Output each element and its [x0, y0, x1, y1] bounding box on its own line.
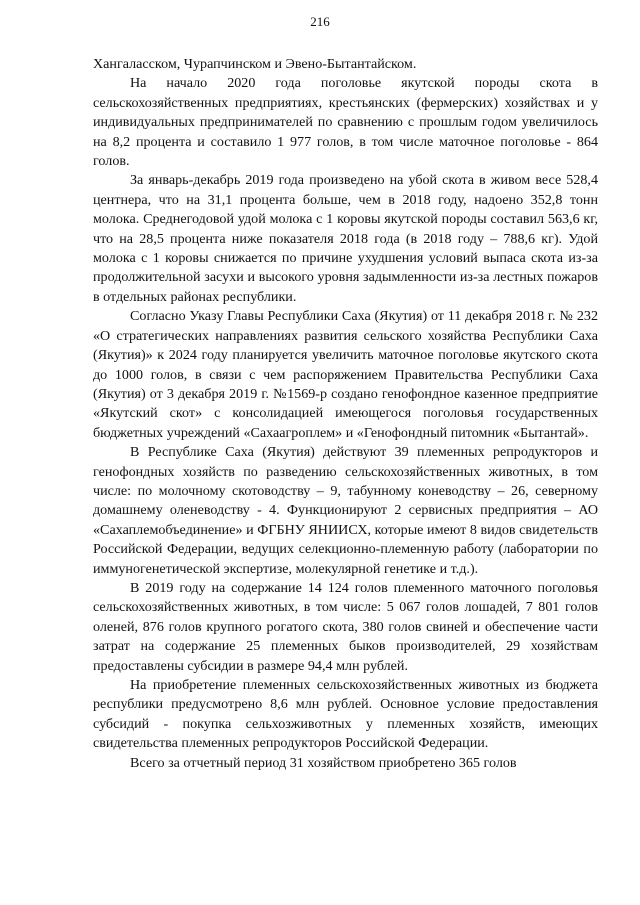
paragraph: В 2019 году на содержание 14 124 голов племенного маточного поголовья сельскохозяйственных животных, в том числе: 5 067 голов лошадей, 7 801 голов оленей, 876 голов крупного рогатого скота, 380 голов свиней и обеспечение части затрат на содержание 25 племенных быков производителей, 29 хозяйствам предоставлены субсидии в размере 94,4 млн рублей. [93, 579, 598, 674]
paragraph: На приобретение племенных сельскохозяйственных животных из бюджета республики предусмотрено 8,6 млн рублей. Основное условие предоставления субсидий - покупка сельхозживотных у племенных хозяйств, имеющих свидетельства племенных репродукторов Российской Федерации. [93, 677, 598, 752]
paragraph: Всего за отчетный период 31 хозяйством приобретено 365 голов [130, 754, 517, 771]
paragraph: Согласно Указу Главы Республики Саха (Якутия) от 11 декабря 2018 г. № 232 «О стратегических направлениях развития сельского хозяйства Республики Саха (Якутия)» к 2024 году планируется увеличить маточное поголовье якутского скота до 1000 голов, в связи с чем распоряжением Правительства Республики Саха (Якутия) от 3 декабря 2019 г. №1569-р создано генофондное казенное предприятие «Якутский скот» с консолидацией имеющегося поголовья государственных бюджетных учреждений «Сахаагроплем» и «Генофондный питомник «Бытантай». [93, 308, 598, 441]
page-number: 216 [310, 14, 330, 29]
paragraph: Хангаласском, Чурапчинском и Эвено-Бытантайском. [93, 56, 417, 72]
paragraph: На начало 2020 года поголовье якутской породы скота в сельскохозяйственных предприятиях, крестьянских (фермерских) хозяйствах и у индивидуальных предпринимателей по сравнению с прошлым годом увеличилось на 8,2 процента и составило 1 977 голов, в том числе маточное поголовье - 864 голов. [93, 75, 598, 170]
paragraph: В Республике Саха (Якутия) действуют 39 племенных репродукторов и генофондных хозяйств по разведению сельскохозяйственных животных, в том числе: по молочному скотоводству – 9, табунному коневодству – 26, северному домашнему оленеводству - 4. Функционируют 2 сервисных предприятия – АО «Сахаплемобъединение» и ФГБНУ ЯНИИСХ, которые имеют 8 видов свидетельств Российской Федерации, ведущих селекционно-племенную работу (лаборатории по иммуногенетической экспертизе, молекулярной генетике и т.д.). [93, 444, 598, 577]
document-body [93, 55, 598, 773]
paragraph: За январь-декабрь 2019 года произведено на убой скота в живом весе 528,4 центнера, что на 31,1 процента больше, чем в 2018 году, надоено 352,8 тонн молока. Среднегодовой удой молока с 1 коровы якутской породы составил 563,6 кг, что на 28,5 процента ниже показателя 2018 года (в 2018 году – 788,6 кг). Удой молока с 1 коровы снижается по причине ухудшения условий выпаса скота из-за продолжительной засухи и высокого уровня задымленности из-за лестных пожаров в отдельных районах республики. [93, 172, 598, 305]
